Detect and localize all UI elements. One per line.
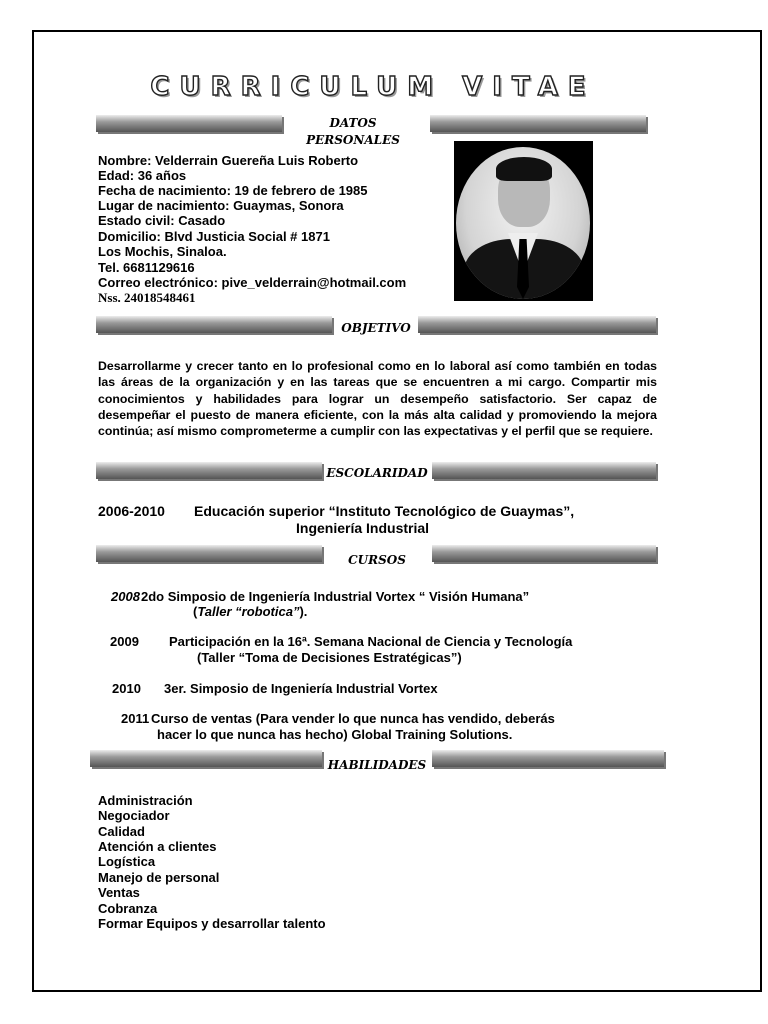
section-bar-left xyxy=(96,462,322,479)
section-bar-right xyxy=(432,462,656,479)
objective-text: Desarrollarme y crecer tanto en lo profesional como en lo laboral así como también en todas las áreas de la organización y en las tareas que se encuentren a mi cargo. Compartir mis conocimientos y habilidades para lograr un desempeño satisfactorio. Ser capaz de desempeñar el puesto de manera eficiente, con la más alta calidad y promoviendo la mejora continúa; así mismo comprometerme a cumplir con las expectativas y el perfil que se requiere. xyxy=(98,359,657,439)
course-year: 2008 xyxy=(111,589,140,604)
section-bar-left xyxy=(90,750,322,767)
education-years: 2006-2010 xyxy=(98,503,165,519)
section-bar-left xyxy=(96,316,332,333)
skill-item: Atención a clientes xyxy=(98,839,217,854)
section-bar-right xyxy=(430,115,646,132)
personal-address: Domicilio: Blvd Justicia Social # 1871 xyxy=(98,229,330,244)
section-bar-left xyxy=(96,545,322,562)
course-detail: (Taller “robotica”). xyxy=(193,604,308,619)
skill-item: Calidad xyxy=(98,824,145,839)
skill-item: Cobranza xyxy=(98,901,158,916)
personal-phone: Tel. 6681129616 xyxy=(98,260,195,275)
skill-item: Formar Equipos y desarrollar talento xyxy=(98,916,326,931)
personal-city: Los Mochis, Sinaloa. xyxy=(98,244,227,259)
personal-birthdate: Fecha de nacimiento: 19 de febrero de 1985 xyxy=(98,183,368,198)
course-year: 2009 xyxy=(110,634,139,649)
document-title: CURRICULUM VITAE xyxy=(150,72,596,102)
section-bar-right xyxy=(418,316,656,333)
course-detail: (Taller “Toma de Decisiones Estratégicas”) xyxy=(197,650,462,665)
education-degree: Ingeniería Industrial xyxy=(296,520,430,536)
course-title: Curso de ventas (Para vender lo que nunca has vendido, deberás xyxy=(151,711,555,726)
course-year: 2011 xyxy=(121,711,150,726)
section-bar-left xyxy=(96,115,282,132)
course-title: Participación en la 16ª. Semana Nacional de Ciencia y Tecnología xyxy=(169,634,573,649)
section-bar-right xyxy=(432,750,664,767)
skill-item: Ventas xyxy=(98,885,140,900)
personal-name: Nombre: Velderrain Guereña Luis Roberto xyxy=(98,153,359,168)
section-bar-right xyxy=(432,545,656,562)
section-title-personal: DATOS PERSONALES xyxy=(306,116,400,147)
course-detail: hacer lo que nunca has hecho) Global Training Solutions. xyxy=(157,727,513,742)
skill-item: Logística xyxy=(98,854,156,869)
course-title: 3er. Simposio de Ingeniería Industrial Vortex xyxy=(164,681,438,696)
section-title-objective: OBJETIVO xyxy=(341,321,411,335)
section-title-courses: CURSOS xyxy=(348,553,406,567)
skill-item: Manejo de personal xyxy=(98,870,220,885)
skill-item: Administración xyxy=(98,793,193,808)
education-institution: Educación superior “Instituto Tecnológico de Guaymas”, xyxy=(194,503,575,519)
personal-civil-status: Estado civil: Casado xyxy=(98,213,226,228)
course-year: 2010 xyxy=(112,681,141,696)
profile-photo xyxy=(454,141,593,301)
course-title: 2do Simposio de Ingeniería Industrial Vortex “ Visión Humana” xyxy=(141,589,530,604)
personal-birthplace: Lugar de nacimiento: Guaymas, Sonora xyxy=(98,198,344,213)
section-title-education: ESCOLARIDAD xyxy=(326,466,428,480)
personal-email: Correo electrónico: pive_velderrain@hotmail.com xyxy=(98,275,407,290)
section-title-skills: HABILIDADES xyxy=(327,758,427,772)
skill-item: Negociador xyxy=(98,808,170,823)
personal-age: Edad: 36 años xyxy=(98,168,187,183)
personal-nss: Nss. 24018548461 xyxy=(98,290,196,305)
